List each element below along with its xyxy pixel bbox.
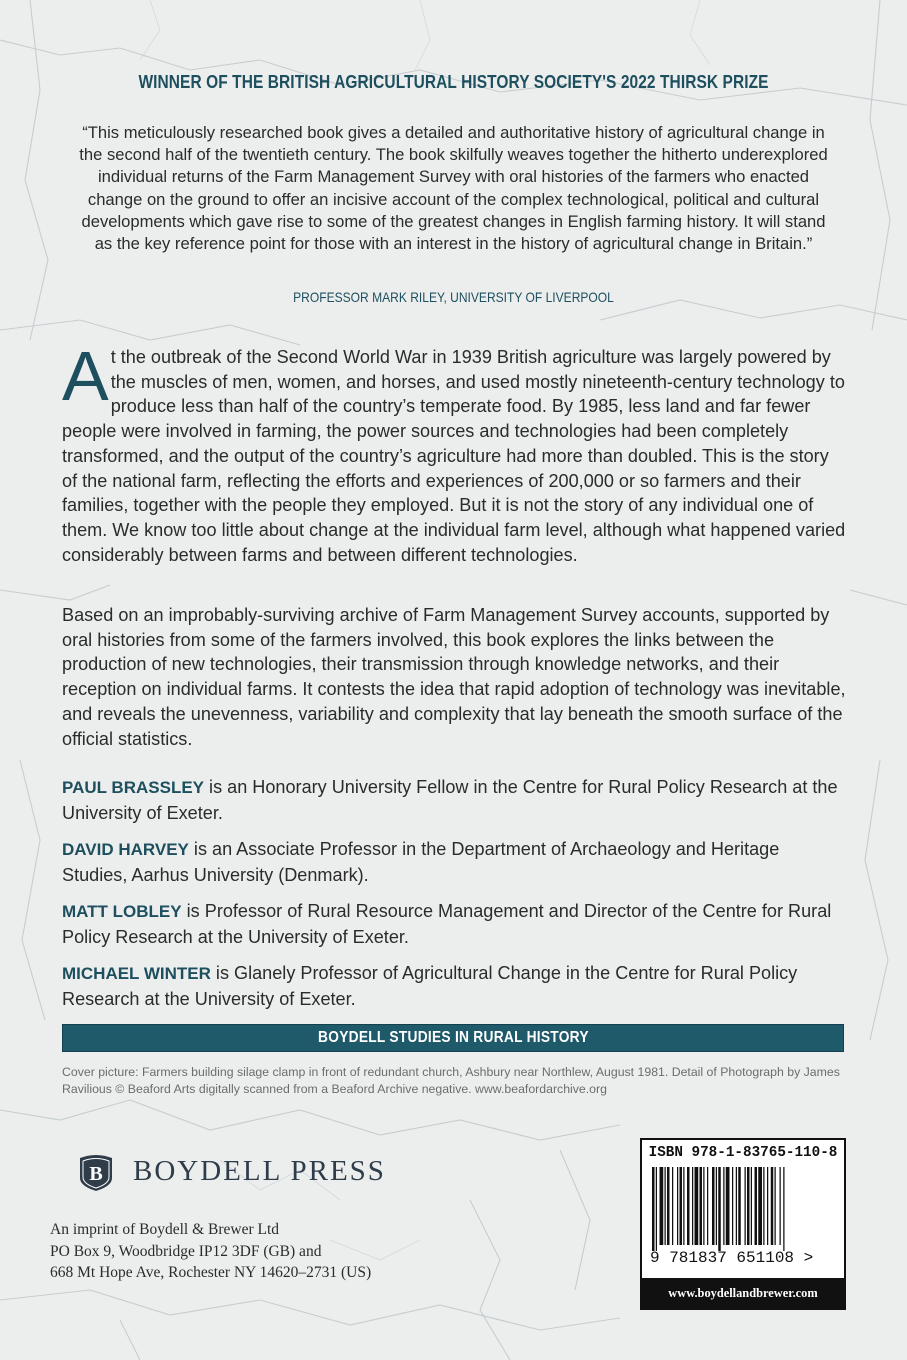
- barcode-bar: [775, 1167, 776, 1245]
- publisher-imprint: [50, 1219, 371, 1284]
- barcode-bar: [677, 1167, 678, 1245]
- barcode-bar: [755, 1167, 758, 1245]
- publisher-name: BOYDELL PRESS: [133, 1155, 386, 1187]
- barcode-bar: [692, 1167, 693, 1245]
- barcode-bar: [736, 1167, 737, 1245]
- barcode-bar: [695, 1167, 699, 1245]
- barcode-bar: [780, 1167, 781, 1245]
- author-name: PAUL BRASSLEY: [62, 778, 205, 797]
- barcode-bar: [726, 1167, 730, 1245]
- barcode-bar: [656, 1167, 657, 1251]
- description-paragraph-1: [62, 337, 847, 567]
- review-quote: “This meticulously researched book gives a detailed and authoritative history of agricultural change in the second half of the twentieth century. The book skilfully weaves together the hitherto underexplored individual returns of the Farm Management Survey with oral histories of the farmers who enacted change on the ground to offer an incisive account of the complex technological, political and cultural developments which gave rise to some of the greatest changes in English farming history. It will stand as the key reference point for those with an interest in the history of agricultural change in Britain.”: [79, 123, 828, 254]
- barcode-bar: [660, 1167, 664, 1245]
- series-title: BOYDELL STUDIES IN RURAL HISTORY: [317, 1029, 589, 1046]
- barcode-bar: [747, 1167, 750, 1245]
- drop-cap: A: [62, 337, 109, 415]
- logo-letter: B: [89, 1163, 103, 1185]
- barcode-bar: [767, 1167, 768, 1245]
- author-name: MATT LOBLEY: [62, 902, 182, 921]
- barcode-box: [640, 1138, 846, 1310]
- author-name: MICHAEL WINTER: [62, 964, 211, 983]
- barcode-bar: [745, 1167, 746, 1245]
- barcode-bar: [716, 1167, 717, 1245]
- author-bio: [62, 775, 847, 825]
- barcode-bar: [738, 1167, 741, 1245]
- barcode-bar: [665, 1167, 666, 1245]
- author-bio: [62, 837, 847, 887]
- barcode-bar: [771, 1167, 774, 1245]
- imprint-line: 668 Mt Hope Ave, Rochester NY 14620–2731 (US): [50, 1264, 372, 1281]
- barcode-bar: [751, 1167, 752, 1245]
- barcode: [650, 1167, 836, 1251]
- author-name: DAVID HARVEY: [62, 840, 189, 859]
- series-banner: [62, 1024, 844, 1052]
- barcode-bar: [758, 1167, 762, 1245]
- author-bio-text: is Professor of Rural Resource Management and Director of the Centre for Rural Policy Research at the University of Exeter.: [62, 901, 832, 947]
- barcode-bar: [723, 1167, 724, 1245]
- author-bio: [62, 961, 847, 1011]
- barcode-bar: [703, 1167, 704, 1245]
- isbn-digits: 9 781837 651108 >: [650, 1249, 814, 1267]
- barcode-bar: [718, 1167, 721, 1251]
- barcode-bar: [732, 1167, 733, 1245]
- quote-attribution: PROFESSOR MARK RILEY, UNIVERSITY OF LIVERPOOL: [293, 289, 614, 305]
- prize-banner: WINNER OF THE BRITISH AGRICULTURAL HISTORY SOCIETY'S 2022 THIRSK PRIZE: [138, 72, 769, 92]
- barcode-bar: [707, 1167, 708, 1245]
- publisher-url: www.boydellandbrewer.com: [642, 1278, 844, 1308]
- barcode-bar: [683, 1167, 684, 1245]
- author-bio-text: is an Honorary University Fellow in the Centre for Rural Policy Research at the University of Exeter.: [62, 777, 838, 823]
- imprint-line: An imprint of Boydell & Brewer Ltd: [50, 1221, 280, 1238]
- isbn-label: ISBN 978-1-83765-110-8: [648, 1145, 838, 1161]
- barcode-bar: [652, 1167, 655, 1251]
- barcode-bar: [672, 1167, 673, 1245]
- barcode-bar: [712, 1167, 715, 1245]
- imprint-line: PO Box 9, Woodbridge IP12 3DF (GB) and: [50, 1242, 322, 1260]
- barcode-bar: [680, 1167, 683, 1245]
- description-text-1: t the outbreak of the Second World War in 1939 British agriculture was largely powered by the muscles of men, women, and horses, and used mostly nineteenth-century technology to produce less than half of the country’s temperate food. By 1985, less land and far fewer people were involved in farming, the power sources and technologies had been completely transformed, and the output of the country’s agriculture had more than doubled. This is the story of the national farm, reflecting the efforts and experiences of 200,000 or so farmers and their families, together with the people they employed. But it is not the story of any individual one of them. We know too little about change at the individual farm level, although what happened varied considerably between farms and between different technologies.: [62, 347, 846, 565]
- barcode-bar: [700, 1167, 703, 1245]
- boydell-logo-icon: [76, 1152, 116, 1192]
- author-bio-text: is an Associate Professor in the Department of Archaeology and Heritage Studies, Aarhus University (Denmark).: [62, 839, 780, 885]
- barcode-bar: [783, 1167, 784, 1251]
- barcode-bar: [667, 1167, 670, 1245]
- author-bio: [62, 899, 847, 949]
- author-bio-text: is Glanely Professor of Agricultural Change in the Centre for Rural Policy Research at the University of Exeter.: [62, 963, 798, 1009]
- description-paragraph-2: Based on an improbably-surviving archive of Farm Management Survey accounts, supported by oral histories from some of the farmers involved, this book explores the links between the production of new technologies, their transmission through knowledge networks, and their reception on individual farms. It contests the idea that rapid adoption of technology was inevitable, and reveals the unevenness, variability and complexity that lay beneath the smooth surface of the official statistics.: [62, 605, 846, 749]
- barcode-bar: [687, 1167, 690, 1245]
- barcode-bar: [763, 1167, 764, 1245]
- cover-picture-credit: Cover picture: Farmers building silage clamp in front of redundant church, Ashbury near Northlew, August 1981. Detail of Photograph by James Ravilious © Beaford Arts digitally scanned from a Beaford Archive negative. www.beafordarchive.org: [62, 1065, 840, 1096]
